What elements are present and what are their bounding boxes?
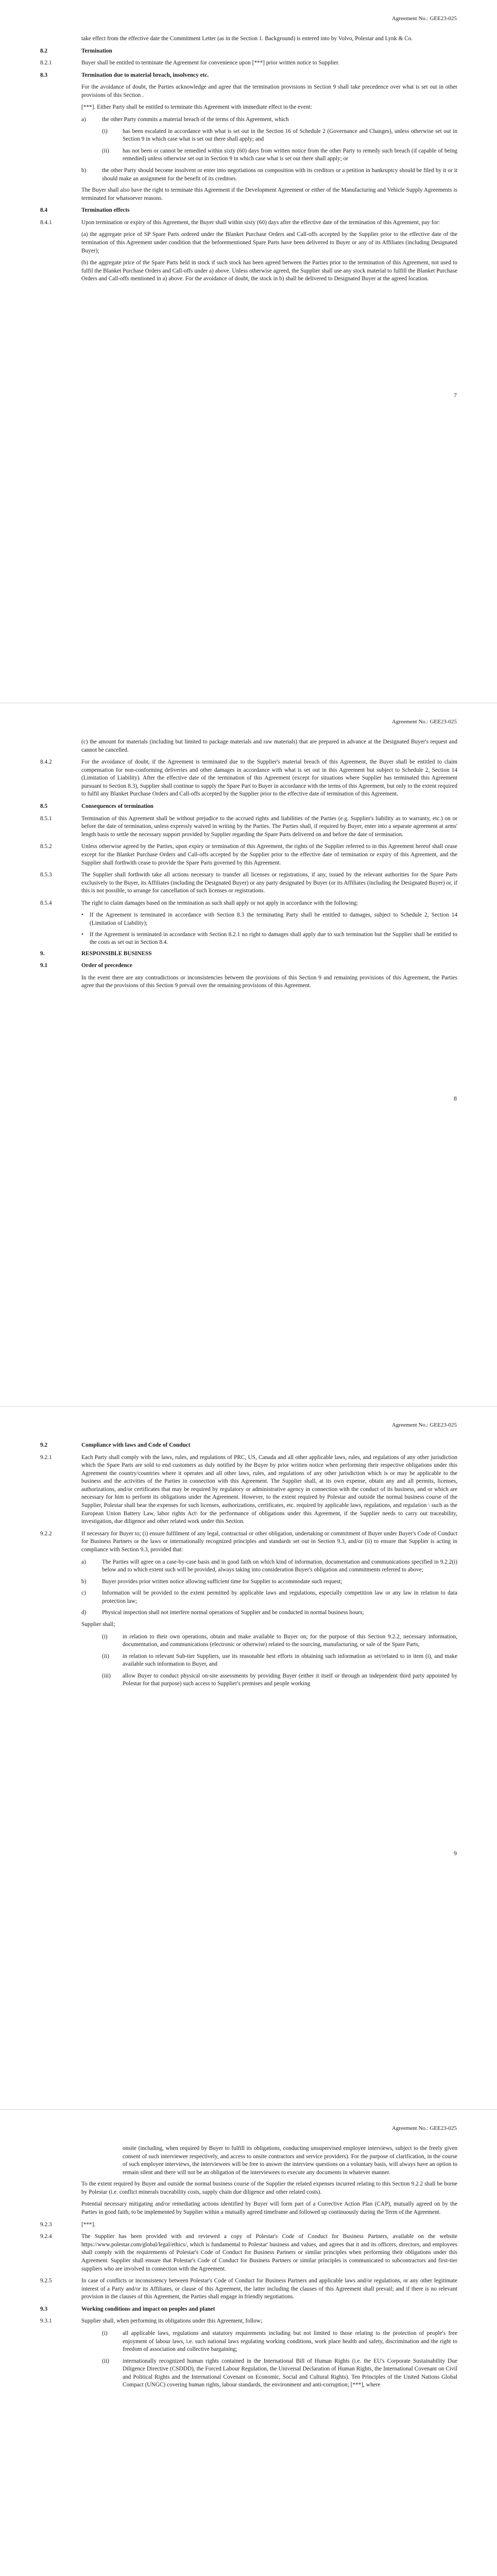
section-heading: 8.2 Termination: [40, 47, 112, 54]
page-header-ref: Agreement No.: GEE23-025: [391, 15, 457, 22]
bullet-item: • If the Agreement is terminated in accordance with Section 8.3 the terminating Party shall be entitled to damages, subject to Schedule 2, Section 14 (Limitation of Liability);: [81, 912, 457, 926]
clause: 8.5.3 The Supplier shall forthwith take all actions necessary to transfer all licenses or registrations, if any, issued by the relevant authorities for the Spare Parts exclusively to the Buyer, its Affiliates (including the Designated Buyer) or any party designated by Buyer (or its Affiliates (including the Designated Buyer) or, if this is not possible, to arrange for cancellation of such licenses or registrations.: [40, 872, 457, 894]
paragraph: take effect from the effective date the Commitment Letter (as in the Section 1. Background) is entered into by Volvo, Polestar and Lynk & Co.: [81, 36, 413, 42]
clause: 8.4.1 Upon termination or expiry of this Agreement, the Buyer shall within sixty (60) days after the effective date of the termination of this Agreement, pay for:: [40, 219, 440, 226]
list-item: (i) all applicable laws, regulations and statutory requirements including but not limited to those relating to the protection of people's free enjoyment of labour laws, i.e. such national laws regulating working conditions, work place health and safety, discrimination and the right to freedom of association and collective bargaining;: [102, 2330, 457, 2353]
clause: 8.2.1 Buyer shall be entitled to terminate the Agreement for convenience upon [***] prior written notice to Supplier.: [40, 60, 339, 66]
page-body: [40, 35, 457, 287]
paragraph: (a) the aggregate price of SP Spare Parts ordered under the Blanket Purchase Orders and Call-offs accepted by the Supplier prior to the effective date of the termination of this Agreement under condition that the beforementioned Spare Parts have been delivered to Buyer or any of its Affiliates (including Designated Buyer);: [81, 231, 457, 254]
list-item: onsite (including, when required by Buyer to fulfill its obligations, conducting unsupervised employee interviews, subject to the freely given consent of such interviewee respectively, and access to onsite contractors and service providers). For the purpose of clarification, in the course of such employee interviews, the interviewees will be free to answer the interview questions on a voluntary basis, will always have an option to remain silent and there will not be an obligation of the interviewees to execute any documents in whatever manner.: [123, 2145, 457, 2176]
list-item: (ii) internationally recognized human rights contained in the International Bill of Human Rights (i.e. the EU's Corporate Sustainability Due Diligence Directive (CSDDD), the Forced Labour Regulation, the Universal Declaration of Human Rights, the International Covenant on Civil and Political Rights and the International Covenant on Economic, Social and Cultural Rights). Ten Principles of the United Nations Global Compact (UNGC) covering human rights, labour standards, the environment and anti-corruption; [***], where: [102, 2358, 457, 2388]
clause: 8.5.4 The right to claim damages based on the termination as such shall apply or not apply in accordance with the following:: [40, 900, 358, 906]
paragraph: To the extent required by Buyer and outside the normal business course of the Supplier the related expenses incurred relating to this Section 9.2.2 shall be borne by Polestar (i.e. conflict minerals traceability costs, supply chain due diligence and other related costs).: [81, 2181, 457, 2195]
section-heading: 9.2 Compliance with laws and Code of Conduct: [40, 1442, 191, 1448]
section-heading: 9.3 Working conditions and impact on peoples and planet: [40, 2306, 215, 2312]
clause: 9.2.4 The Supplier has been provided with and reviewed a copy of Polestar's Code of Conduct for Business Partners, available on the website https://www.polestar.com/global/legal/ethics/, which is fundamental to Polestar' business and values, and agrees that it and its officers, directors, and employees shall comply with the requirements of Polestar's Code of Conduct for Business Partners or similar principles when performing their obligations under this Agreement. Supplier shall ensure that Polestar's Code of Conduct for Business Partners or similar principles is communicated to subcontractors and first-tier suppliers who are involved in connection with the Agreement.: [40, 2233, 457, 2272]
page-header-ref: Agreement No.: GEE23-025: [391, 719, 457, 725]
clause: 9.2.2 If necessary for Buyer to; (i) ensure fulfilment of any legal, contractual or other obligation, undertaking or commitment of Buyer under Buyer's Code of Conduct for Business Partners or the laws or internationally recognized principles and standards set out in Section 9.3, and/or (ii) to ensure that Supplier is acting in compliance with Section 9.3, provided that:: [40, 1530, 457, 1553]
page-body: [40, 1442, 457, 1692]
page-number: 7: [454, 392, 457, 399]
clause: 8.4.2 For the avoidance of doubt, if the Agreement is terminated due to the Supplier's material breach of this Agreement, the Buyer shall be entitled to claim compensation for non-conforming deliveries and other damages in accordance with what is set out in this Agreement but subject to Schedule 2, Section 14 (Limitation of Liability). After the effective date of the termination of this Agreement (except for situations where Supplier has terminated this Agreement pursuant to Section 8.3), Supplier shall continue to supply the Spare Part to Buyer in accordance with the terms of this Agreement, but only to the extent required to fulfil any Blanket Purchase Orders and Call-offs accepted by the Supplier prior to the effective date of termination of this Agreement.: [40, 759, 457, 798]
list-item: (ii) in relation to relevant Sub-tier Suppliers, use its reasonable best efforts in obtaining such information as set/related to in item (i), and make available such information to Buyer, and: [102, 1653, 457, 1668]
section-heading: 8.4 Termination effects: [40, 207, 130, 214]
clause: 9.2.5 In case of conflicts or inconsistency between Polestar's Code of Conduct for Business Partners and applicable laws and/or regulations, or any other legitimate interest of a Party and/or its Affiliates, or clause of this Agreement, the latter including the clauses of this Agreement shall prevail; and if there is no relevant provision in the clauses of this Agreement, the Parties shall engage in friendly negotiations.: [40, 2278, 457, 2300]
section-heading: 8.3 Termination due to material breach, insolvency etc.: [40, 72, 209, 78]
list-item: b) the other Party should become insolvent or enter into negotiations on composition with its creditors or a petition in bankruptcy should be filed by it or it should make an assignment for the benefit of its creditors.: [81, 167, 457, 182]
paragraph: (c) the amount for materials (including but limited to package materials and raw materials) that are prepared in advance at the Designated Buyer's request and cannot be cancelled.: [81, 739, 457, 753]
paragraph: For the avoidance of doubt, the Parties acknowledge and agree that the termination provisions in Section 9 shall take precedence over what is set out in other provisions of this Section .: [81, 84, 457, 98]
paragraph: In the event there are any contradictions or inconsistencies between the provisions of this Section 9 and remaining provisions of this Agreement, the Parties agree that the provisions of this Section 9 prevail over the remaining provisions of this Agreement.: [81, 974, 457, 989]
clause: 8.5.1 Termination of this Agreement shall be without prejudice to the accrued rights and liabilities of the Parties (e.g. Supplier's liability as to warranty, etc.) on or before the date of termination, unless expressly waived in writing by the Parties. The Parties shall, if required by Buyer, enter into a separate agreement at arms' length basis to settle the necessary support provided by Supplier regarding the Spare Parts delivered on and before the date of termination.: [40, 815, 457, 838]
list-item: (ii) has not been or cannot be remedied within sixty (60) days from written notice from the other Party to remedy such breach (if capable of being remedied) unless otherwise set out in Section 9 in which case what is set out there shall apply; or: [102, 147, 457, 162]
clause: 9.3.1 Supplier shall, when performing its obligations under this Agreement, follow;: [40, 2318, 263, 2325]
page-number: 8: [454, 1095, 457, 1102]
page-body: [40, 2145, 457, 2393]
paragraph: Potential necessary mitigating and/or remediating actions identified by Buyer will form part of a Corrective Action Plan (CAP), mutually agreed on by the Parties in good faith, to be implemented by Supplier within a mutually agreed timeframe and followed up continuously during the Term of the Agreement.: [81, 2201, 457, 2216]
paragraph: (b) the aggregate price of the Spare Parts held in stock if such stock has been agreed between the Parties prior to the termination of this Agreement, not used to fulfil the Blanket Purchase Orders and Call-offs under a) above. Unless otherwise agreed, the Supplier shall use any stock material to fulfill the Blanket Purchase Orders and Call-offs mentioned in a) above. For the avoidance of doubt, the stock in b) shall be delivered to Designated Buyer at the agreed location.: [81, 260, 457, 282]
page-header-ref: Agreement No.: GEE23-025: [391, 1422, 457, 1428]
clause: 9.2.1 Each Party shall comply with the laws, rules, and regulations of PRC, US, Canada and all other applicable laws, rules, and regulations of any other jurisdiction which the Spare Parts are sold to end customers as duly notified by the Buyer by prior written notice when performing their respective obligations under this Agreement the country/countries where it operates and all other laws, rules, and regulations of any other jurisdiction which is or may be applicable to the business and the activities of the Parties in connection with this Agreement. The Supplier shall, at its own expense, obtain any and all permits, licenses, authorizations, and/or certificates that may be required by regulatory or administrative agency in connection with the conduct of its business, and or which are necessary for him to perform its obligations under the Agreement. However, to the extent required by Polestar and outside the normal business course of the Supplier, Polestar shall bear the expenses for such licenses, authorizations, certificates, etc. required by applicable laws, regulations, and regulation \ such as the European Union Battery Law, labor rights Act\ for the performance of obligations under this Agreement, if the Supplier needs to carry out traceability, investigation, due diligence and other related work under this Section.: [40, 1454, 457, 1525]
paragraph: [***]. Either Party shall be entitled to terminate this Agreement with immediate effect in the event:: [81, 104, 312, 111]
page-header-ref: Agreement No.: GEE23-025: [391, 2125, 457, 2131]
page-number: 9: [454, 1850, 457, 1857]
list-item: c) Information will be provided to the extent permitted by applicable laws and regulations, especially competition law or any law in relation to data protection law;: [81, 1590, 457, 1604]
list-item: d) Physical inspection shall not interfere normal operations of Supplier and be conducted in normal business hours;: [81, 1609, 364, 1616]
bullet-item: • If the Agreement is terminated in accordance with Section 8.2.1 no right to damages shall apply due to such termination but the Supplier shall be entitled to the costs as set out in Section 8.4.: [81, 931, 457, 946]
page-body: [40, 738, 457, 994]
list-item: a) The Parties will agree on a case-by-case basis and in good faith on which kind of information, documentation and communications specified in 9.2.2(i) below and to which extent such will be provided, always taking into consideration Buyer's obligation and commitments referred to above;: [81, 1558, 457, 1573]
list-item: (i) has been escalated in accordance with what is set out in the Section 16 of Schedule 2 (Governance and Changes), unless otherwise set out in Section 9 in which case what is set out there shall apply; and: [102, 128, 457, 143]
document-page: [0, 0, 497, 703]
paragraph: Supplier shall;: [81, 1621, 115, 1628]
document-page: [0, 1406, 497, 2110]
document-page: [0, 2110, 497, 2576]
document-page: [0, 703, 497, 1406]
list-item: b) Buyer provides prior written notice allowing sufficient time for Supplier to accommodate such request;: [81, 1578, 342, 1585]
clause: 9.2.3 [***].: [40, 2221, 96, 2228]
clause: 8.5.2 Unless otherwise agreed by the Parties, upon expiry or termination of this Agreement, the rights of the Supplier referred to in this Agreement hereof shall cease except for the Blanket Purchase Orders and Call-offs accepted by the Supplier prior to the effective date of termination or expiry of this Agreement, and the Supplier shall forthwith cease to provide the Spare Parts governed by this Agreement.: [40, 843, 457, 866]
list-item: a) the other Party commits a material breach of the terms of this Agreement, which: [81, 116, 289, 123]
section-heading: 9. RESPONSIBLE BUSINESS: [40, 950, 152, 957]
section-heading: 9.1 Order of precedence: [40, 962, 132, 969]
section-heading: 8.5 Consequences of termination: [40, 803, 153, 810]
list-item: (iii) allow Buyer to conduct physical on-site assessments by providing Buyer (either it itself or through an independent third party appointed by Polestar for that purpose) such access to Supplier's premises and people working: [102, 1672, 457, 1687]
list-item: (i) in relation to their own operations, obtain and make available to Buyer on; for the purpose of this Section 9.2.2, necessary information, documentation, and communications (electronic or otherwise) related to the sourcing, manufacturing, or sale of the Spare Parts,: [102, 1633, 457, 1648]
paragraph: The Buyer shall also have the right to terminate this Agreement if the Development Agreement or either of the Manufacturing and Vehicle Supply Agreements is terminated for whatsoever reasons.: [81, 187, 457, 201]
